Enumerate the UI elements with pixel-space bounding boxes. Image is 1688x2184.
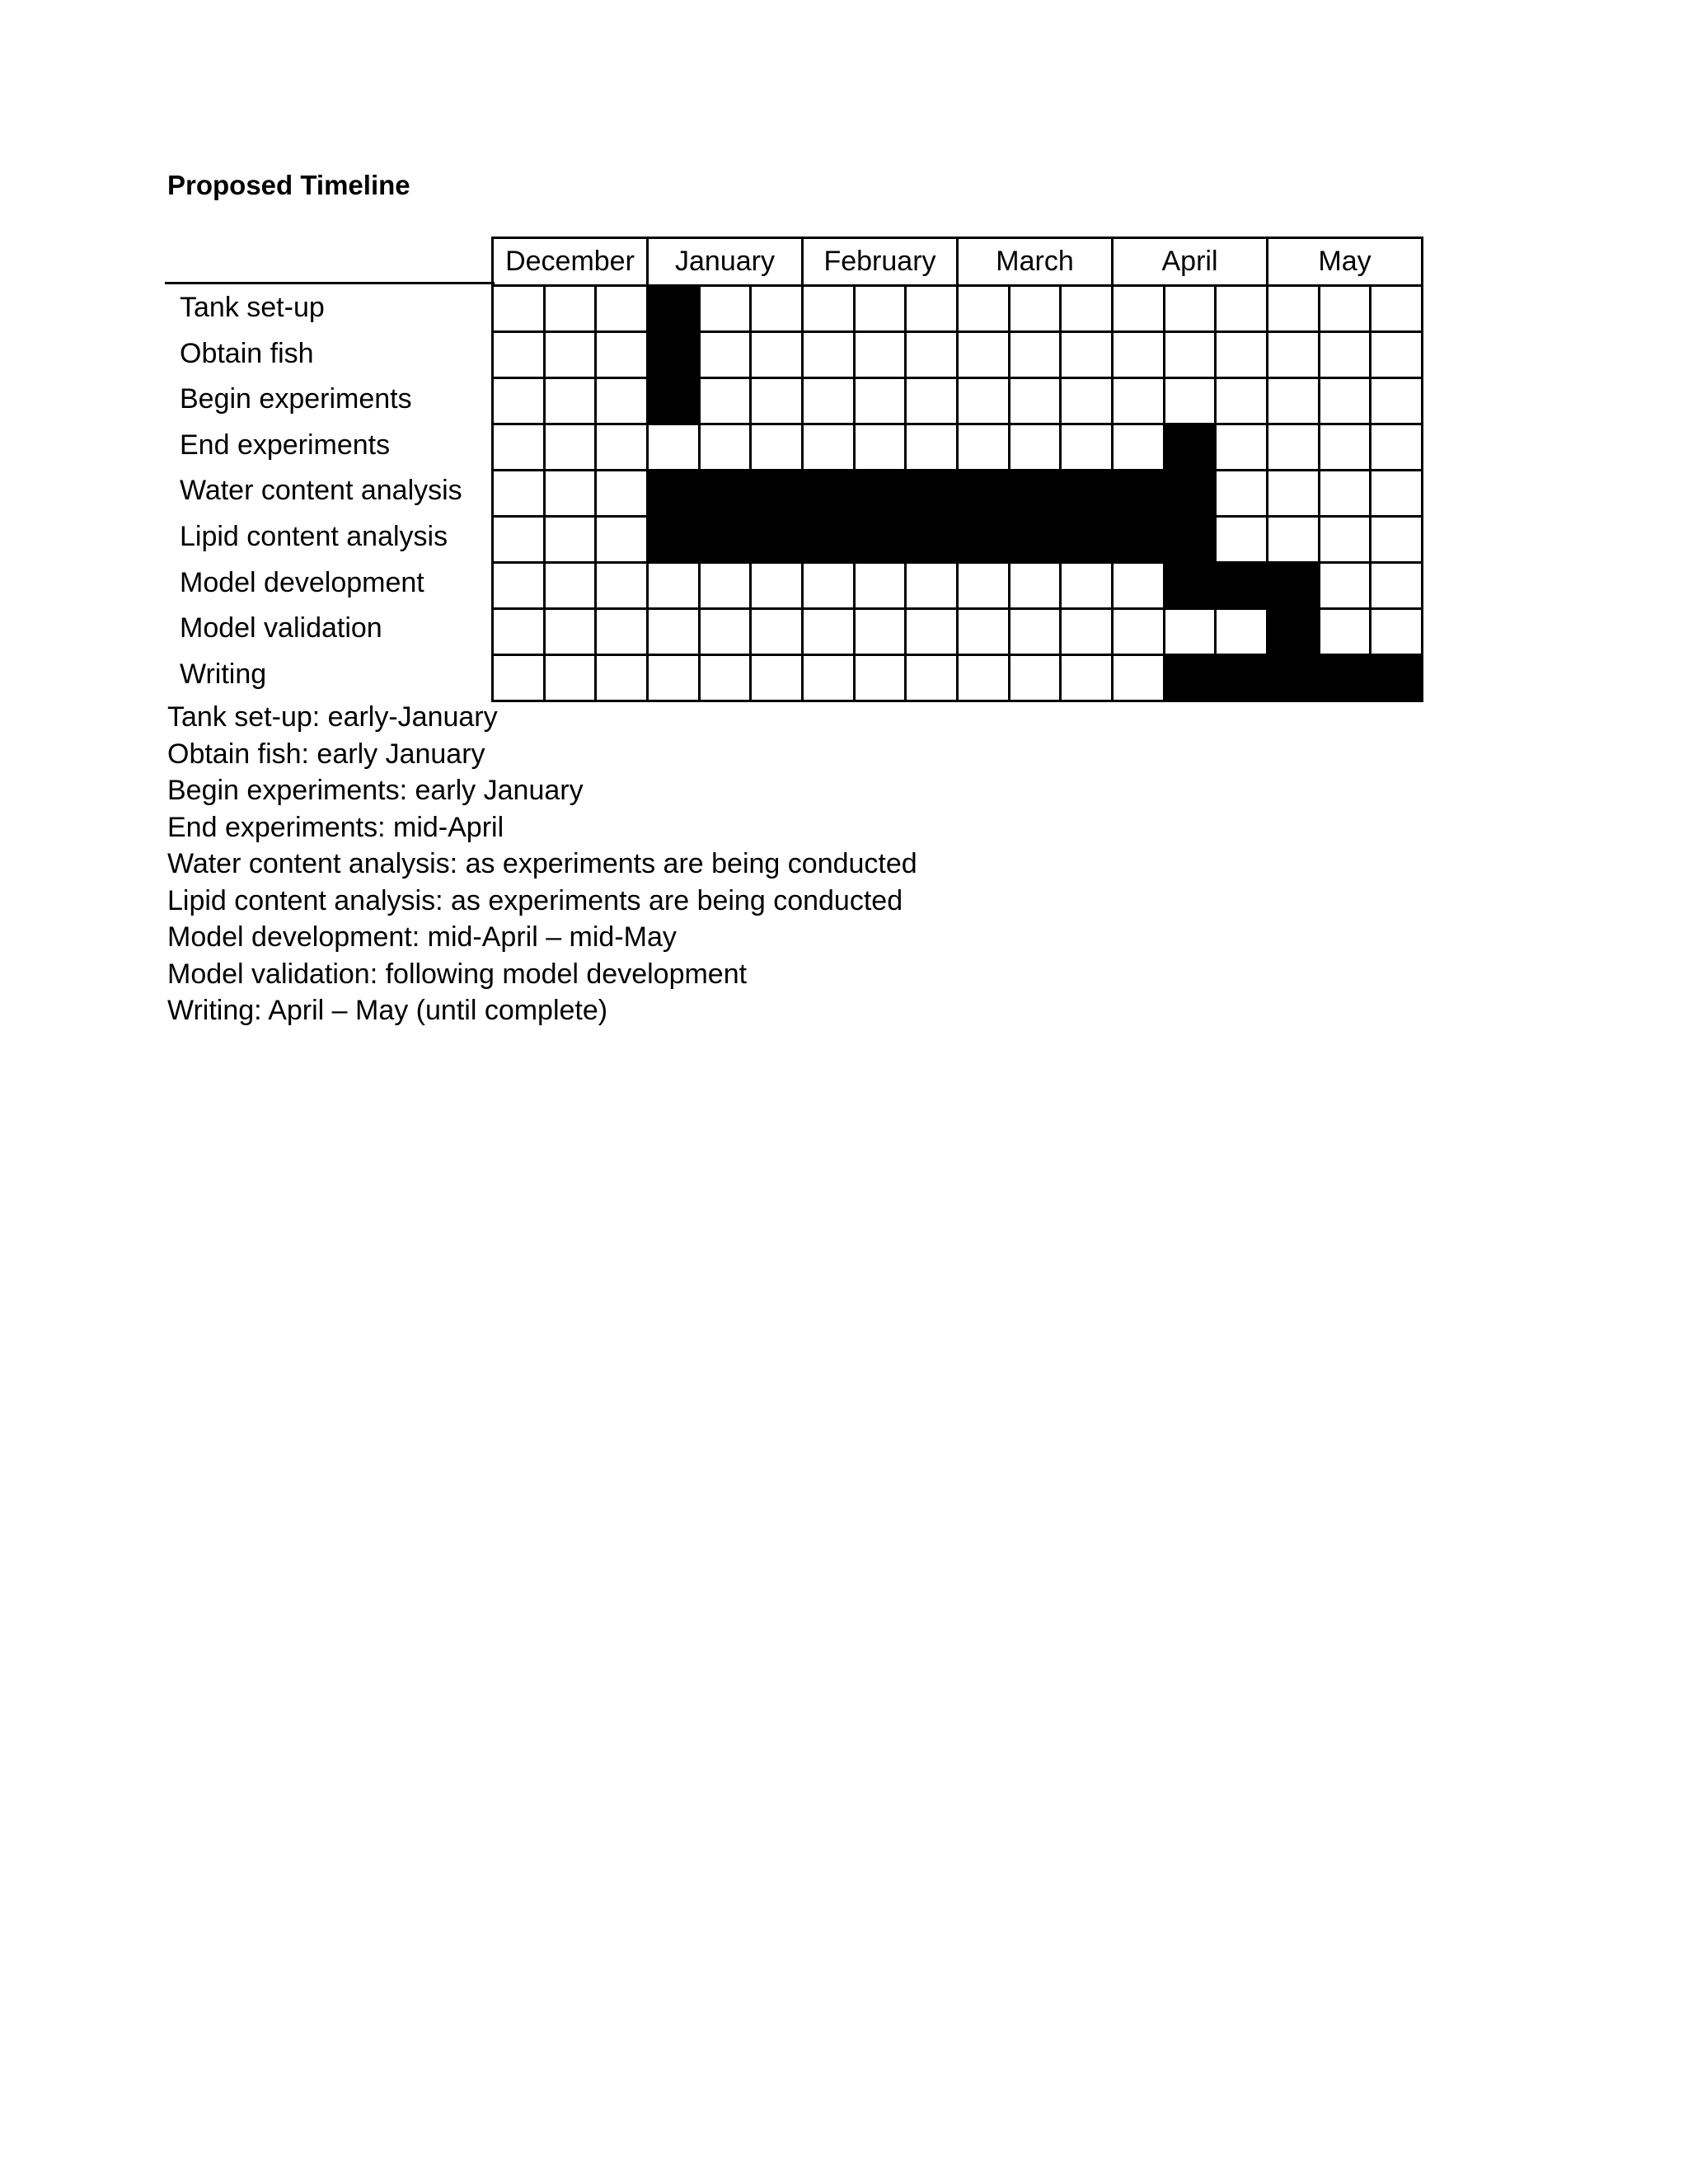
timeline-cell-empty — [596, 424, 648, 471]
timeline-cell-empty — [1268, 424, 1320, 471]
timeline-cell-empty — [1319, 286, 1371, 332]
timeline-cell-filled — [1216, 655, 1268, 701]
task-row — [493, 517, 1423, 563]
timeline-cell-empty — [854, 424, 906, 471]
timeline-cell-empty — [1319, 471, 1371, 517]
timeline-cell-empty — [751, 378, 803, 424]
task-label: Begin experiments — [180, 383, 412, 415]
timeline-cell-empty — [803, 378, 855, 424]
timeline-cell-filled — [1113, 517, 1165, 563]
timeline-cell-empty — [493, 378, 545, 424]
timeline-cell-empty — [1164, 286, 1216, 332]
timeline-cell-empty — [544, 471, 596, 517]
timeline-cell-filled — [854, 471, 906, 517]
task-label: Lipid content analysis — [180, 520, 448, 552]
timeline-cell-empty — [803, 286, 855, 332]
timeline-cell-empty — [854, 563, 906, 609]
timeline-cell-empty — [1371, 332, 1423, 378]
timeline-cell-empty — [699, 378, 751, 424]
timeline-cell-empty — [1061, 563, 1113, 609]
timeline-cell-empty — [958, 378, 1010, 424]
timeline-cell-empty — [544, 332, 596, 378]
timeline-cell-empty — [1164, 378, 1216, 424]
timeline-cell-empty — [1009, 609, 1061, 655]
timeline-cell-filled — [1268, 609, 1320, 655]
timeline-cell-empty — [493, 286, 545, 332]
timeline-cell-empty — [803, 563, 855, 609]
task-label: Writing — [180, 658, 267, 690]
timeline-cell-empty — [906, 655, 958, 701]
timeline-cell-empty — [493, 655, 545, 701]
timeline-cell-filled — [1164, 563, 1216, 609]
task-labels — [180, 284, 462, 696]
timeline-cell-empty — [1319, 609, 1371, 655]
month-header-january: January — [648, 238, 803, 286]
timeline-cell-empty — [1061, 286, 1113, 332]
timeline-cell-empty — [906, 378, 958, 424]
timeline-cell-empty — [854, 655, 906, 701]
timeline-cell-empty — [906, 332, 958, 378]
timeline-cell-empty — [751, 655, 803, 701]
timeline-cell-empty — [1371, 517, 1423, 563]
timeline-cell-empty — [958, 424, 1010, 471]
timeline-cell-empty — [596, 286, 648, 332]
timeline-cell-empty — [1268, 378, 1320, 424]
page-title: Proposed Timeline — [167, 170, 410, 200]
timeline-cell-filled — [1061, 517, 1113, 563]
timeline-cell-empty — [699, 332, 751, 378]
note-line: Model development: mid-April – mid-May — [167, 921, 677, 953]
timeline-cell-empty — [1371, 563, 1423, 609]
timeline-cell-empty — [854, 286, 906, 332]
task-label: End experiments — [180, 429, 391, 461]
timeline-cell-filled — [699, 471, 751, 517]
timeline-cell-filled — [958, 471, 1010, 517]
timeline-cell-empty — [1009, 563, 1061, 609]
timeline-cell-empty — [751, 424, 803, 471]
timeline-cell-filled — [648, 332, 700, 378]
timeline-cell-filled — [1164, 471, 1216, 517]
timeline-cell-empty — [854, 332, 906, 378]
timeline-cell-filled — [1319, 655, 1371, 701]
timeline-cell-empty — [1113, 563, 1165, 609]
timeline-cell-empty — [1268, 517, 1320, 563]
timeline-cell-empty — [906, 563, 958, 609]
timeline-cell-empty — [1009, 332, 1061, 378]
timeline-cell-empty — [699, 424, 751, 471]
timeline-cell-filled — [1268, 655, 1320, 701]
timeline-cell-empty — [493, 424, 545, 471]
timeline-cell-empty — [493, 471, 545, 517]
timeline-cell-empty — [493, 332, 545, 378]
timeline-cell-empty — [1061, 332, 1113, 378]
note-line: Model validation: following model development — [167, 958, 748, 990]
timeline-cell-empty — [803, 424, 855, 471]
timeline-cell-empty — [751, 609, 803, 655]
task-row — [493, 378, 1423, 424]
timeline-cell-empty — [1371, 424, 1423, 471]
timeline-cell-empty — [906, 424, 958, 471]
timeline-cell-empty — [803, 332, 855, 378]
timeline-cell-empty — [596, 655, 648, 701]
timeline-cell-empty — [1009, 424, 1061, 471]
timeline-cell-empty — [854, 609, 906, 655]
timeline-cell-empty — [493, 517, 545, 563]
timeline-cell-empty — [958, 286, 1010, 332]
note-line: Water content analysis: as experiments are being conducted — [167, 848, 917, 879]
month-header-december: December — [493, 238, 648, 286]
timeline-cell-empty — [1216, 424, 1268, 471]
timeline-cell-empty — [493, 563, 545, 609]
timeline-cell-empty — [544, 424, 596, 471]
timeline-cell-empty — [1371, 286, 1423, 332]
timeline-cell-empty — [1113, 655, 1165, 701]
timeline-cell-empty — [751, 332, 803, 378]
timeline-cell-empty — [958, 655, 1010, 701]
task-row — [493, 332, 1423, 378]
month-header-row — [493, 238, 1423, 286]
timeline-cell-empty — [1216, 517, 1268, 563]
timeline-cell-filled — [803, 517, 855, 563]
timeline-cell-empty — [1164, 332, 1216, 378]
task-row — [493, 609, 1423, 655]
timeline-notes — [167, 699, 917, 1029]
timeline-cell-empty — [493, 609, 545, 655]
timeline-grid — [491, 237, 1423, 702]
timeline-cell-empty — [1061, 424, 1113, 471]
timeline-cell-empty — [596, 332, 648, 378]
timeline-cell-empty — [906, 609, 958, 655]
month-header-march: March — [958, 238, 1113, 286]
month-header-february: February — [803, 238, 958, 286]
timeline-cell-empty — [1268, 286, 1320, 332]
timeline-cell-empty — [596, 563, 648, 609]
note-line: Lipid content analysis: as experiments are being conducted — [167, 884, 903, 916]
timeline-cell-empty — [596, 378, 648, 424]
timeline-cell-empty — [648, 424, 700, 471]
timeline-cell-empty — [803, 609, 855, 655]
timeline-cell-empty — [1113, 609, 1165, 655]
timeline-cell-empty — [751, 563, 803, 609]
timeline-cell-empty — [544, 609, 596, 655]
timeline-cell-empty — [1268, 332, 1320, 378]
timeline-cell-filled — [648, 286, 700, 332]
month-header-may: May — [1268, 238, 1423, 286]
timeline-cell-filled — [1061, 471, 1113, 517]
task-label: Obtain fish — [180, 337, 314, 369]
timeline-cell-empty — [1216, 609, 1268, 655]
timeline-cell-empty — [1216, 332, 1268, 378]
timeline-cell-filled — [1164, 655, 1216, 701]
timeline-cell-filled — [648, 517, 700, 563]
timeline-cell-empty — [958, 563, 1010, 609]
timeline-cell-empty — [544, 655, 596, 701]
timeline-cell-filled — [1268, 563, 1320, 609]
timeline-cell-filled — [648, 378, 700, 424]
timeline-cell-empty — [751, 286, 803, 332]
timeline-cell-empty — [1371, 378, 1423, 424]
note-line: End experiments: mid-April — [167, 811, 504, 843]
task-row — [493, 655, 1423, 701]
timeline-cell-filled — [1216, 563, 1268, 609]
timeline-cell-empty — [1319, 517, 1371, 563]
timeline-cell-empty — [1216, 378, 1268, 424]
timeline-cell-filled — [1371, 655, 1423, 701]
timeline-cell-filled — [906, 517, 958, 563]
task-row — [493, 471, 1423, 517]
task-row — [493, 563, 1423, 609]
timeline-cell-empty — [1164, 609, 1216, 655]
note-line: Writing: April – May (until complete) — [167, 995, 608, 1026]
month-header-april: April — [1113, 238, 1268, 286]
timeline-cell-filled — [1009, 471, 1061, 517]
timeline-cell-empty — [544, 563, 596, 609]
timeline-cell-empty — [699, 286, 751, 332]
timeline-cell-empty — [958, 332, 1010, 378]
timeline-cell-empty — [1061, 378, 1113, 424]
timeline-cell-empty — [544, 378, 596, 424]
task-row — [493, 424, 1423, 471]
timeline-cell-empty — [648, 563, 700, 609]
timeline-cell-empty — [1009, 286, 1061, 332]
timeline-cell-empty — [803, 655, 855, 701]
timeline-cell-empty — [1371, 471, 1423, 517]
timeline-cell-empty — [596, 517, 648, 563]
timeline-cell-empty — [1113, 424, 1165, 471]
timeline-cell-empty — [544, 286, 596, 332]
timeline-cell-empty — [699, 609, 751, 655]
timeline-cell-empty — [958, 609, 1010, 655]
timeline-cell-filled — [699, 517, 751, 563]
note-line: Begin experiments: early January — [167, 775, 584, 806]
timeline-cell-empty — [1216, 286, 1268, 332]
timeline-cell-filled — [1009, 517, 1061, 563]
timeline-cell-empty — [1319, 332, 1371, 378]
timeline-cell-filled — [648, 471, 700, 517]
timeline-cell-empty — [854, 378, 906, 424]
timeline-cell-empty — [1371, 609, 1423, 655]
timeline-cell-empty — [544, 517, 596, 563]
task-label: Tank set-up — [180, 292, 325, 323]
timeline-cell-empty — [1319, 424, 1371, 471]
timeline-cell-filled — [803, 471, 855, 517]
timeline-cell-empty — [906, 286, 958, 332]
timeline-cell-empty — [1061, 609, 1113, 655]
timeline-cell-empty — [1113, 332, 1165, 378]
timeline-cell-filled — [1164, 424, 1216, 471]
timeline-cell-empty — [1216, 471, 1268, 517]
timeline-cell-empty — [648, 655, 700, 701]
timeline-cell-filled — [751, 471, 803, 517]
timeline-cell-filled — [1113, 471, 1165, 517]
timeline-cell-empty — [648, 609, 700, 655]
timeline-cell-filled — [906, 471, 958, 517]
timeline-cell-empty — [1009, 655, 1061, 701]
task-label: Model development — [180, 566, 424, 598]
timeline-cell-empty — [1319, 378, 1371, 424]
timeline-cell-empty — [596, 609, 648, 655]
timeline-cell-empty — [1009, 378, 1061, 424]
timeline-cell-filled — [1164, 517, 1216, 563]
timeline-cell-filled — [751, 517, 803, 563]
task-label: Model validation — [180, 612, 382, 644]
timeline-cell-empty — [1268, 471, 1320, 517]
timeline-cell-empty — [596, 471, 648, 517]
timeline-cell-empty — [1319, 563, 1371, 609]
timeline-cell-empty — [1113, 286, 1165, 332]
timeline-cell-filled — [854, 517, 906, 563]
note-line: Obtain fish: early January — [167, 738, 485, 770]
timeline-cell-empty — [699, 563, 751, 609]
timeline-cell-filled — [958, 517, 1010, 563]
timeline-cell-empty — [699, 655, 751, 701]
task-row — [493, 286, 1423, 332]
timeline-cell-empty — [1061, 655, 1113, 701]
timeline-cell-empty — [1113, 378, 1165, 424]
task-label: Water content analysis — [180, 475, 462, 507]
timeline-rows — [493, 286, 1423, 701]
note-line: Tank set-up: early-January — [167, 701, 498, 733]
